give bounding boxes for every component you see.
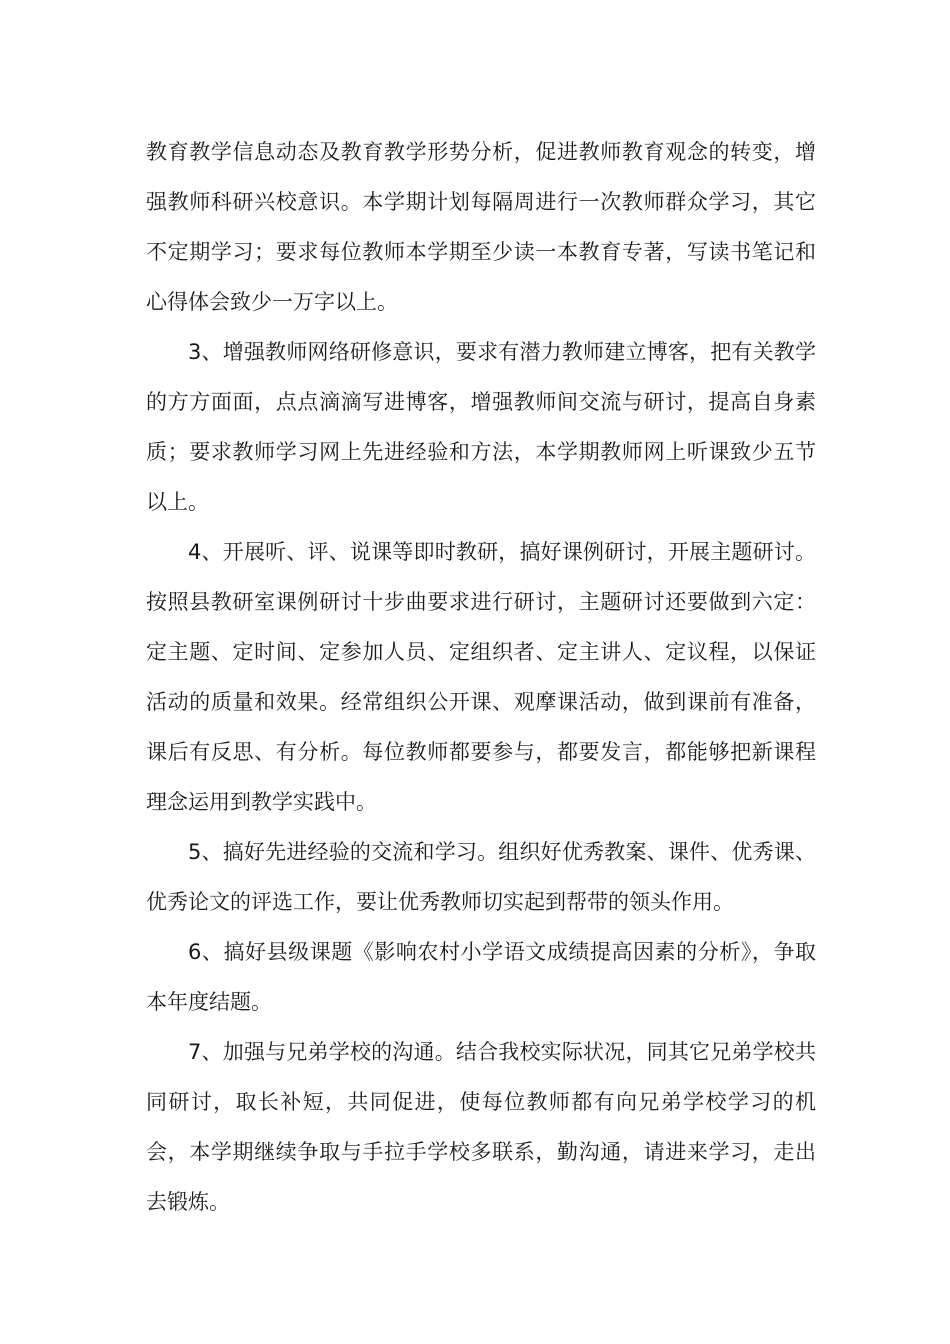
paragraph-item-4	[146, 527, 816, 827]
document-body	[146, 127, 816, 1227]
paragraph-item-6	[146, 927, 816, 1027]
paragraph-item-7	[146, 1027, 816, 1227]
paragraph-text: 7、加强与兄弟学校的沟通。结合我校实际状况，同其它兄弟学校共同研讨，取长补短，共同促进，使每位教师都有向兄弟学校学习的机会，本学期继续争取与手拉手学校多联系，勤沟通，请进来学习，走出去锻炼。	[146, 1040, 816, 1214]
paragraph-item-3	[146, 327, 816, 527]
paragraph-item-5	[146, 827, 816, 927]
paragraph-text: 教育教学信息动态及教育教学形势分析，促进教师教育观念的转变，增强教师科研兴校意识。本学期计划每隔周进行一次教师群众学习，其它不定期学习；要求每位教师本学期至少读一本教育专著，写读书笔记和心得体会致少一万字以上。	[146, 140, 816, 314]
paragraph-text: 6、搞好县级课题《影响农村小学语文成绩提高因素的分析》，争取本年度结题。	[146, 940, 816, 1014]
paragraph-continuation	[146, 127, 816, 327]
paragraph-text: 5、搞好先进经验的交流和学习。组织好优秀教案、课件、优秀课、优秀论文的评选工作，要让优秀教师切实起到帮带的领头作用。	[146, 840, 816, 914]
paragraph-text: 4、开展听、评、说课等即时教研，搞好课例研讨，开展主题研讨。按照县教研室课例研讨十步曲要求进行研讨，主题研讨还要做到六定：定主题、定时间、定参加人员、定组织者、定主讲人、定议程，以保证活动的质量和效果。经常组织公开课、观摩课活动，做到课前有准备，课后有反思、有分析。每位教师都要参与，都要发言，都能够把新课程理念运用到教学实践中。	[146, 540, 816, 814]
paragraph-text: 3、增强教师网络研修意识，要求有潜力教师建立博客，把有关教学的方方面面，点点滴滴写进博客，增强教师间交流与研讨，提高自身素质；要求教师学习网上先进经验和方法，本学期教师网上听课致少五节以上。	[146, 340, 816, 514]
